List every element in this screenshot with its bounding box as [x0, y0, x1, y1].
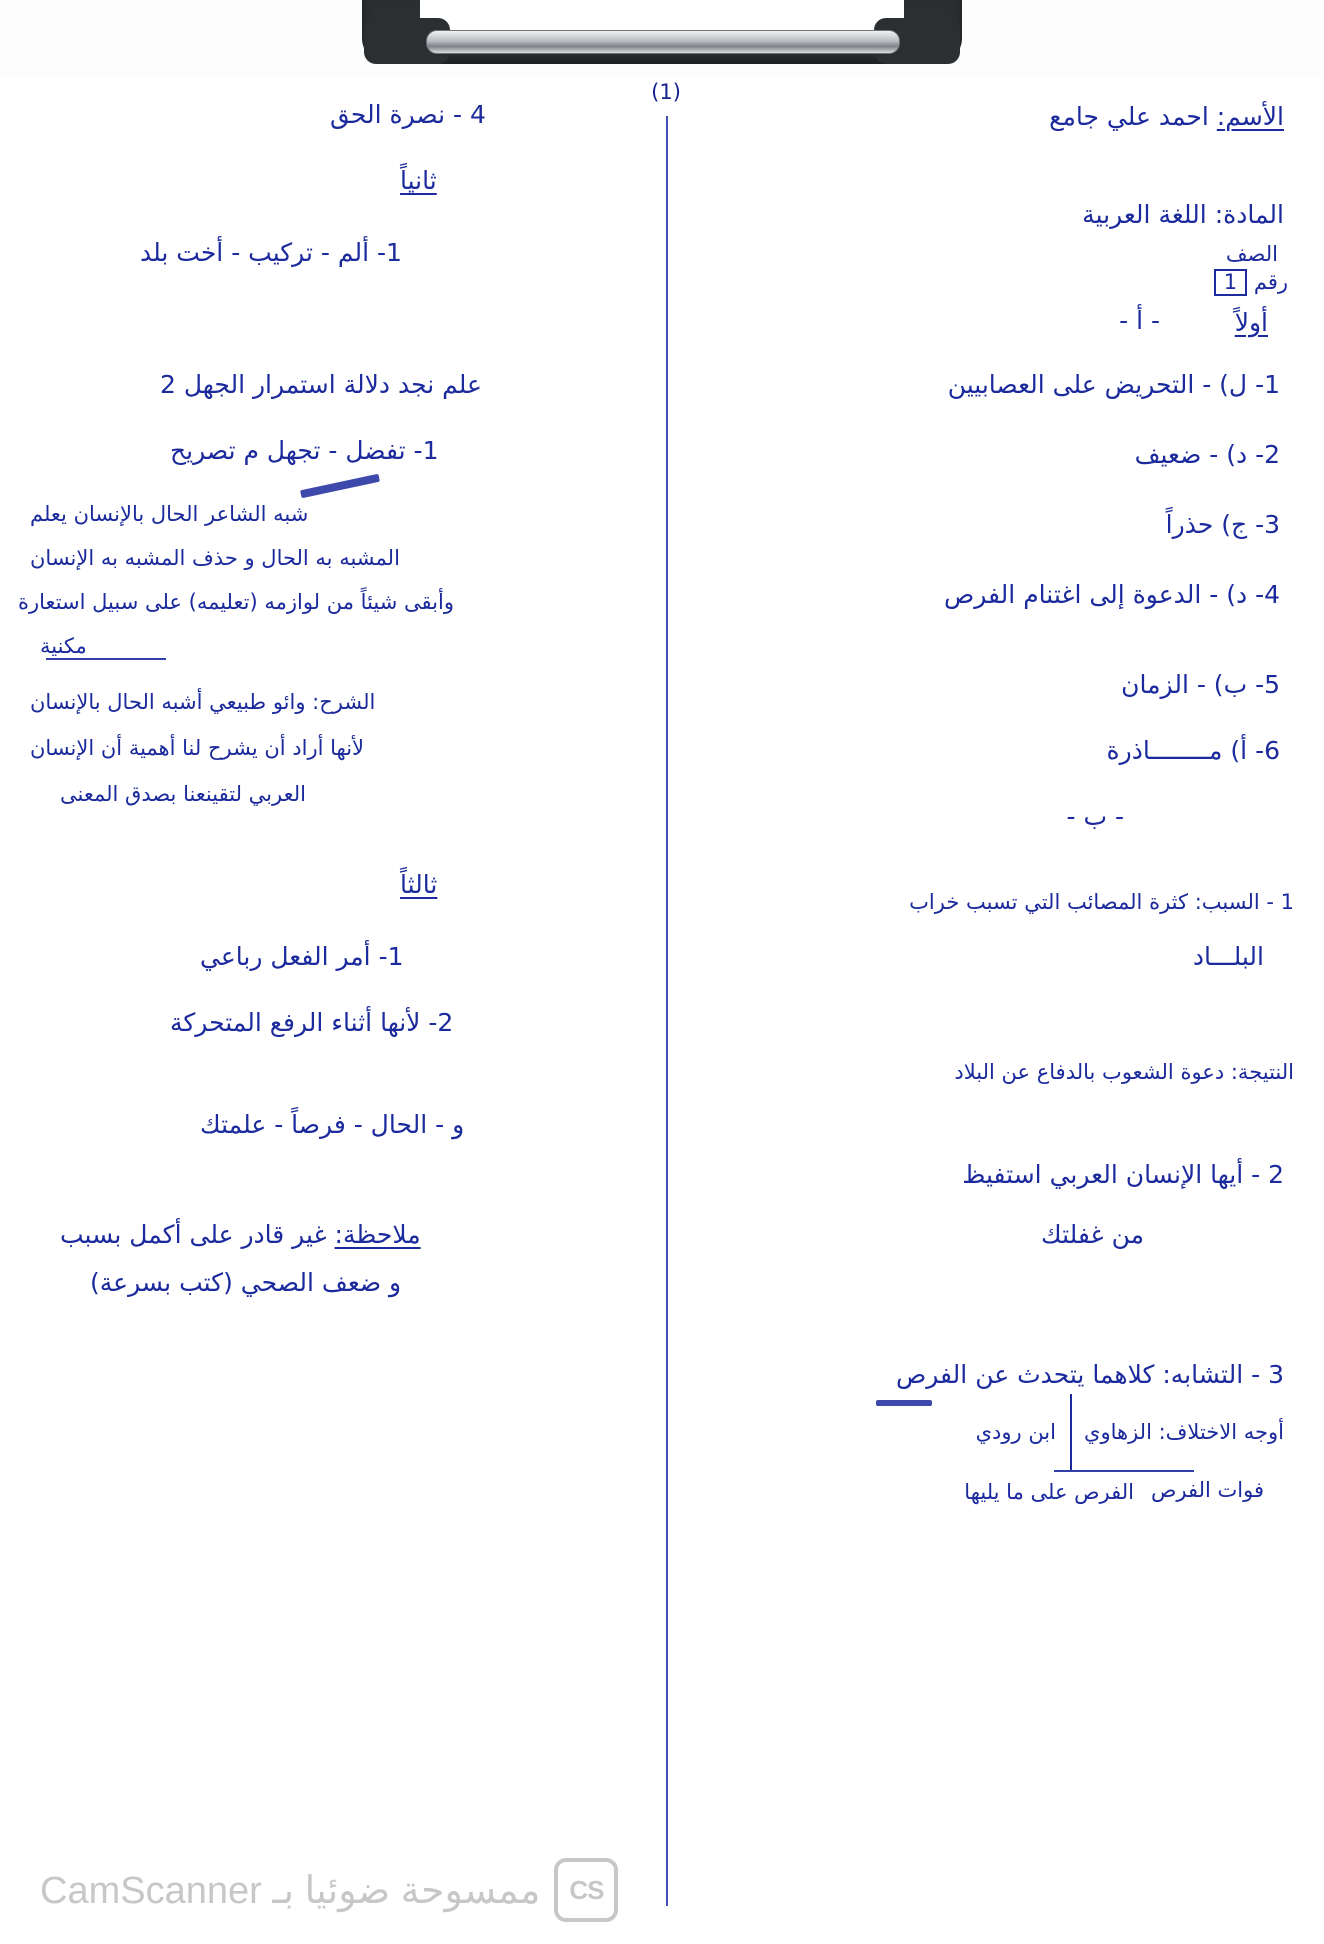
- cause-row: [909, 888, 1294, 916]
- answer-item-3-line5: الفرص على ما يليها: [964, 1480, 1134, 1504]
- answer-row: [1107, 734, 1280, 768]
- paragraph1-line1: شبه الشاعر الحال بالإنسان يعلم: [30, 502, 309, 526]
- answer-text: ألم - تركيب - أخت بلد: [140, 238, 370, 267]
- answer-row: [1121, 668, 1280, 702]
- paragraph2-line1: الشرح: وائو طبيعي أشبه الحال بالإنسان: [30, 690, 376, 714]
- answer-text: أ) مــــــــاذرة: [1106, 736, 1248, 765]
- cause-label: 1 - السبب:: [1194, 890, 1294, 914]
- paragraph1-line2: المشبه به الحال و حذف المشبه به الإنسان: [30, 546, 400, 570]
- subject-label: المادة:: [1214, 200, 1284, 229]
- class-label: الصف: [1225, 242, 1278, 266]
- answer-text: أيها الإنسان العربي استفيظ: [962, 1160, 1244, 1189]
- answer-text: ب) - الزمان: [1121, 670, 1248, 699]
- answer-row: [944, 578, 1280, 612]
- name-label: الأسم:: [1216, 102, 1284, 131]
- brace-vertical: [1070, 1394, 1072, 1470]
- answer-text: تفضل - تجهل م تصريح: [170, 436, 406, 465]
- paragraph2-line2: لأنها أراد أن يشرح لنا أهمية أن الإنسان: [30, 736, 365, 760]
- answer-text: الحال - فرصاً - علمتك: [200, 1110, 428, 1139]
- answer-text: ل) - التحريض على العصابيين: [947, 370, 1248, 399]
- answer-number: 1-: [413, 436, 439, 465]
- page-number: (1): [651, 80, 681, 104]
- camscanner-logo-icon: CS: [554, 1858, 618, 1922]
- answer-text: أمر الفعل رباعي: [200, 942, 371, 971]
- section-marker-b: - ب -: [1066, 802, 1124, 831]
- left-answer-row: [200, 940, 404, 974]
- subject-line: [1082, 198, 1284, 232]
- crossed-out-mark: [876, 1400, 932, 1406]
- number-label: رقم: [1253, 270, 1288, 294]
- answer-text: علم نجد دلالة استمرار الجهل: [183, 370, 482, 399]
- answer-text: لأنها أثناء الرفع المتحركة: [170, 1008, 421, 1037]
- left-answer-row: [160, 368, 482, 402]
- note-label: ملاحظة:: [334, 1220, 421, 1249]
- camscanner-watermark: [40, 1858, 618, 1922]
- left-answer-row: [170, 1006, 453, 1040]
- section-marker-a: - أ -: [1119, 306, 1160, 335]
- answer-number: 6-: [1255, 736, 1280, 765]
- number-line: [1214, 268, 1288, 296]
- note-line2: و ضعف الصحي (كتب بسرعة): [90, 1268, 402, 1297]
- number-value: 1: [1214, 269, 1247, 296]
- answer-number: 5-: [1255, 670, 1280, 699]
- clamp-metal-bar: [426, 30, 900, 54]
- answer-item-2: [962, 1158, 1284, 1192]
- answer-number: 4-: [1255, 580, 1280, 609]
- effect-row: [954, 1058, 1294, 1086]
- underline-mark: [46, 658, 166, 660]
- student-name-line: [1049, 100, 1284, 134]
- answer-number: و -: [435, 1110, 465, 1139]
- effect-label: النتيجة:: [1230, 1060, 1294, 1084]
- answer-number: 1-: [376, 238, 402, 267]
- crossed-out-mark: [300, 474, 380, 498]
- clipboard-clamp: [362, 0, 962, 80]
- cause-text: كثرة المصائب التي تسبب خراب: [909, 890, 1188, 914]
- answer-item-3-line2: أوجه الاختلاف: الزهاوي: [1084, 1420, 1284, 1444]
- answer-row: [948, 368, 1280, 402]
- column-divider-line: [666, 116, 668, 1906]
- answer-item-3-line4: ابن رودي: [975, 1420, 1056, 1444]
- paragraph1-line4: مكنية: [40, 634, 87, 658]
- answer-number: 2: [160, 370, 176, 399]
- subject-value: اللغة العربية: [1082, 200, 1207, 229]
- note-text: غير قادر على أكمل بسبب: [60, 1220, 327, 1249]
- left-answer-row: [170, 434, 438, 468]
- left-answer-row: [140, 236, 402, 270]
- answer-row: [1166, 508, 1280, 542]
- answer-number: 2-: [428, 1008, 454, 1037]
- paragraph2-line3: العربي لتقينعنا بصدق المعنى: [60, 782, 306, 806]
- brace-underline: [1054, 1470, 1194, 1472]
- answer-row: [1135, 438, 1280, 472]
- answer-item-2-line2: من غفلتك: [1041, 1220, 1144, 1249]
- camscanner-watermark-text: ممسوحة ضوئيا بـ CamScanner: [40, 1869, 541, 1912]
- section-title-second: ثانياً: [400, 166, 437, 195]
- cause-row-cont: البلـــاد: [1192, 942, 1264, 971]
- answer-text: ج) حذراً: [1165, 510, 1248, 539]
- answer-item-3-line3: فوات الفرص: [1151, 1478, 1264, 1502]
- answer-text: د) - الدعوة إلى اغتنام الفرص: [944, 580, 1248, 609]
- answer-number: 1-: [378, 942, 404, 971]
- answer-text: د) - ضعيف: [1134, 440, 1248, 469]
- answer-text: التشابه: كلاهما يتحدث عن الفرص: [896, 1360, 1244, 1389]
- answer-sheet-paper: [0, 78, 1324, 1944]
- section-title-third: ثالثاً: [400, 870, 438, 899]
- answer-number: 3 -: [1251, 1360, 1284, 1389]
- answer-number: 2-: [1255, 440, 1280, 469]
- section-title-first: أولاً: [1234, 308, 1268, 337]
- left-top-answer: 4 - نصرة الحق: [330, 100, 486, 129]
- answer-item-3: [896, 1358, 1284, 1392]
- effect-text: دعوة الشعوب بالدفاع عن البلاد: [954, 1060, 1225, 1084]
- answer-number: 3-: [1255, 510, 1280, 539]
- paragraph1-line3: وأبقى شيئاً من لوازمه (تعليمه) على سبيل استعارة: [18, 590, 454, 614]
- name-value: احمد علي جامع: [1049, 102, 1209, 131]
- answer-number: 2 -: [1251, 1160, 1284, 1189]
- note-line1: [60, 1218, 421, 1252]
- left-answer-row: [200, 1108, 464, 1142]
- answer-number: 1-: [1255, 370, 1280, 399]
